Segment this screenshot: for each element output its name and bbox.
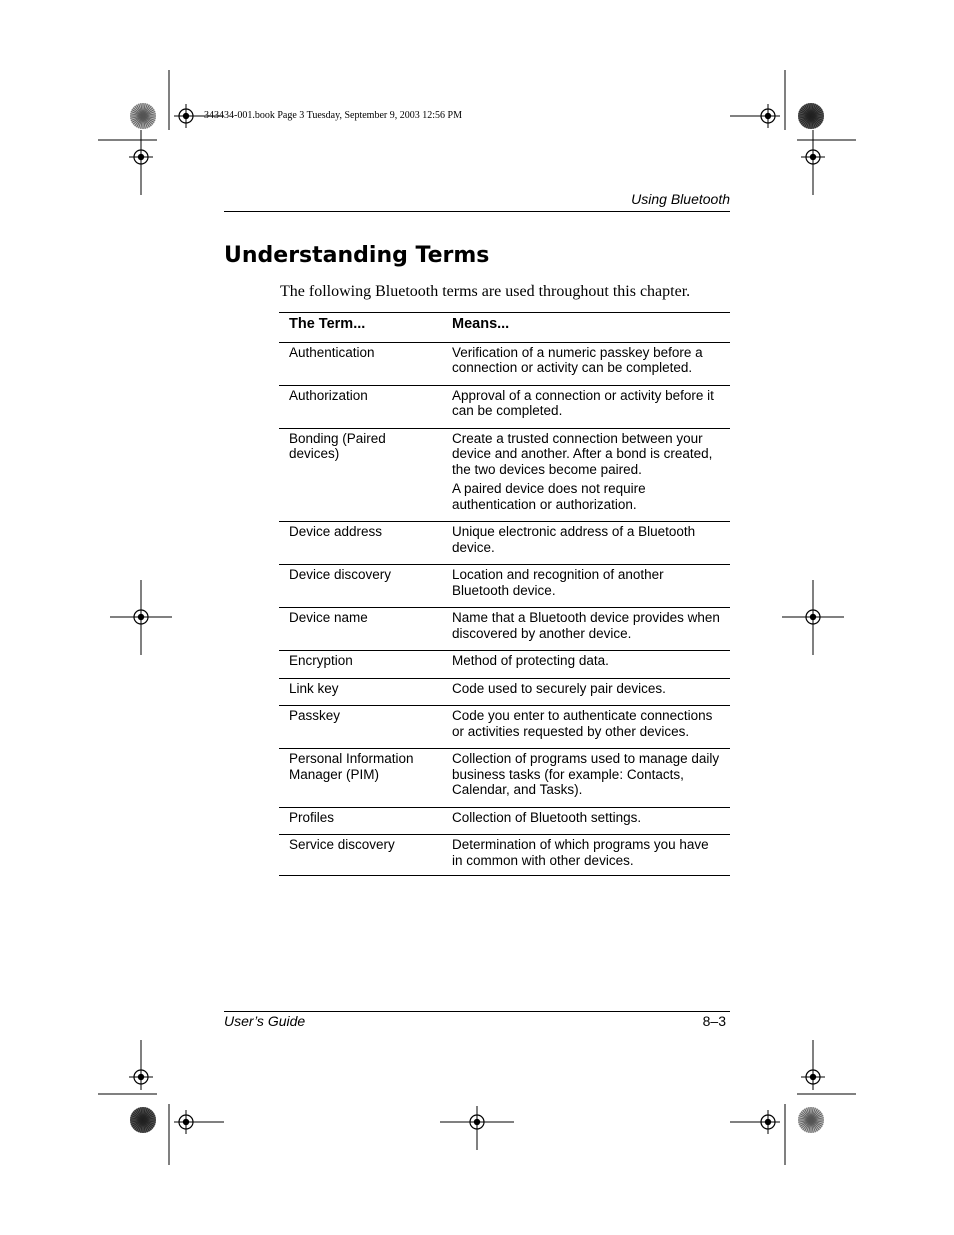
print-info-line: 343434-001.book Page 3 Tuesday, September 9, 2003 12:56 PM — [204, 110, 462, 121]
term-cell: Passkey — [279, 706, 442, 749]
meaning-cell — [442, 807, 730, 835]
term-cell: Device discovery — [279, 565, 442, 608]
meaning-cell — [442, 565, 730, 608]
table-row — [279, 835, 730, 876]
meaning-cell — [442, 651, 730, 679]
table-header-row — [279, 313, 730, 343]
table-row — [279, 706, 730, 749]
term-cell: Bonding (Paired devices) — [279, 428, 442, 522]
meaning-paragraph: Unique electronic address of a Bluetooth device. — [452, 524, 696, 555]
meaning-paragraph: Collection of programs used to manage daily business tasks (for example: Contacts, Calendar, and Tasks). — [452, 751, 720, 797]
terms-table-body — [279, 342, 730, 876]
term-cell: Personal Information Manager (PIM) — [279, 749, 442, 808]
meaning-paragraph: Approval of a connection or activity before it can be completed. — [452, 387, 714, 418]
meaning-paragraph: Code you enter to authenticate connections or activities requested by other devices. — [452, 708, 713, 739]
meaning-paragraph: Create a trusted connection between your device and another. After a bond is created, the two devices become paired. — [452, 430, 713, 477]
table-row — [279, 749, 730, 808]
page-title: Understanding Terms — [224, 243, 490, 268]
column-header-means: Means... — [442, 313, 730, 343]
table-row — [279, 608, 730, 651]
table-row — [279, 678, 730, 706]
meaning-cell — [442, 342, 730, 385]
table-row — [279, 385, 730, 428]
term-cell: Profiles — [279, 807, 442, 835]
term-cell: Encryption — [279, 651, 442, 679]
meaning-cell — [442, 706, 730, 749]
meaning-cell — [442, 385, 730, 428]
table-row — [279, 565, 730, 608]
term-cell: Link key — [279, 678, 442, 706]
meaning-paragraph: A paired device does not require authentication or authorization. — [452, 481, 646, 512]
term-cell: Device name — [279, 608, 442, 651]
meaning-paragraph: Location and recognition of another Bluetooth device. — [452, 567, 664, 598]
meaning-paragraph: Code used to securely pair devices. — [452, 680, 666, 696]
meaning-cell — [442, 522, 730, 565]
registration-target-icon — [129, 1065, 153, 1089]
starburst-mark-icon — [798, 1107, 824, 1133]
meaning-paragraph: Name that a Bluetooth device provides when discovered by another device. — [452, 610, 720, 641]
footer-guide-title: User’s Guide — [224, 1013, 306, 1029]
starburst-mark-icon — [798, 103, 824, 129]
meaning-paragraph: Verification of a numeric passkey before a connection or activity can be completed. — [452, 344, 703, 375]
starburst-mark-icon — [130, 103, 156, 129]
term-cell: Service discovery — [279, 835, 442, 876]
column-header-term: The Term... — [279, 313, 442, 343]
meaning-paragraph: Collection of Bluetooth settings. — [452, 809, 642, 825]
registration-target-icon — [801, 1065, 825, 1089]
header-rule — [224, 211, 730, 212]
running-header: Using Bluetooth — [631, 191, 730, 207]
term-cell: Device address — [279, 522, 442, 565]
meaning-paragraph: Determination of which programs you have in common with other devices. — [452, 837, 709, 868]
intro-text: The following Bluetooth terms are used throughout this chapter. — [280, 283, 691, 300]
meaning-cell — [442, 678, 730, 706]
table-row — [279, 651, 730, 679]
table-row — [279, 428, 730, 522]
meaning-paragraph: Method of protecting data. — [452, 653, 609, 668]
starburst-mark-icon — [130, 1107, 156, 1133]
meaning-cell — [442, 428, 730, 522]
table-row — [279, 342, 730, 385]
terms-table — [279, 312, 730, 876]
footer-rule — [224, 1011, 730, 1012]
meaning-cell — [442, 749, 730, 808]
page-number: 8–3 — [702, 1013, 726, 1029]
meaning-cell — [442, 835, 730, 876]
term-cell: Authentication — [279, 342, 442, 385]
meaning-cell — [442, 608, 730, 651]
table-row — [279, 522, 730, 565]
term-cell: Authorization — [279, 385, 442, 428]
table-row — [279, 807, 730, 835]
